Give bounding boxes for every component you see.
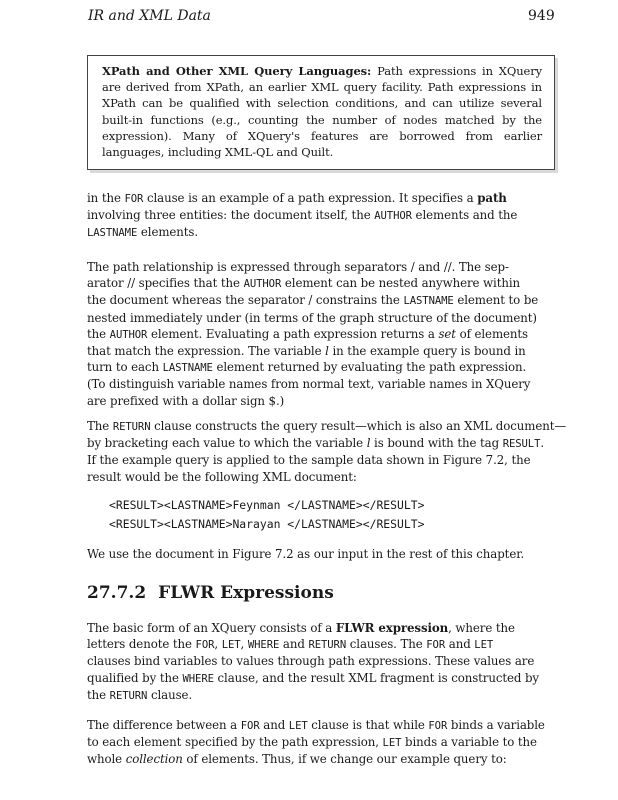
- running-header-title: IR and XML Data: [88, 8, 211, 24]
- xml-result-code: [109, 496, 424, 534]
- sidebar-box-text: XPath and Other XML Query Languages: Path expressions in XQuery are derived from XPath, an earlier XML query facility. Path expressions in XPath can be qualified with selection conditions, and can utilize several built-in functions (e.g., counting the number of nodes matched by the expression). Many of XQuery's features are borrowed from earlier languages, including XML-QL and Quilt.: [102, 64, 543, 160]
- code-line: <RESULT><LASTNAME>Feynman </LASTNAME></RESULT>: [109, 498, 425, 512]
- sidebar-box-title: XPath and Other XML Query Languages:: [102, 64, 372, 78]
- paragraph-separators: The path relationship is expressed through separators / and //. The sep- arator // specifies that the AUTHOR element can be nested anywhere within the document whereas the separator / constrains the LASTNAME element to be nested immediately under (in terms of the graph structure of the document) the AUTHOR element. Evaluating a path expression returns a set of elements that match the expression. The variable l in the example query is bound in turn to each LASTNAME element returned by evaluating the path expression. (To distinguish variable names from normal text, variable names in XQuery are prefixed with a dollar sign $.): [87, 260, 539, 408]
- paragraph-return-clause: The RETURN clause constructs the query result—which is also an XML document— by bracketing each value to which the variable l is bound with the tag RESULT. If the example query is applied to the sample data shown in Figure 7.2, the result would be the following XML document:: [87, 419, 567, 484]
- paragraph-figure-note: We use the document in Figure 7.2 as our input in the rest of this chapter.: [87, 547, 525, 561]
- paragraph-flwr-basic: The basic form of an XQuery consists of a FLWR expression, where the letters denote the FOR, LET, WHERE and RETURN clauses. The FOR and LET clauses bind variables to values through path expressions. These values are qualified by the WHERE clause, and the result XML fragment is constructed by the RETURN clause.: [87, 621, 539, 702]
- sidebar-box-xpath: [87, 55, 555, 170]
- page-number: 949: [528, 8, 555, 24]
- code-line: <RESULT><LASTNAME>Narayan </LASTNAME></RESULT>: [109, 517, 425, 531]
- paragraph-for-vs-let: The difference between a FOR and LET clause is that while FOR binds a variable to each element specified by the path expression, LET binds a variable to the whole collection of elements. Thus, if we change our example query to:: [87, 718, 545, 767]
- paragraph-path-expression: in the FOR clause is an example of a path expression. It specifies a path involving three entities: the document itself, the AUTHOR elements and the LASTNAME elements.: [87, 191, 518, 240]
- section-heading: 27.7.2 FLWR Expressions: [87, 583, 334, 603]
